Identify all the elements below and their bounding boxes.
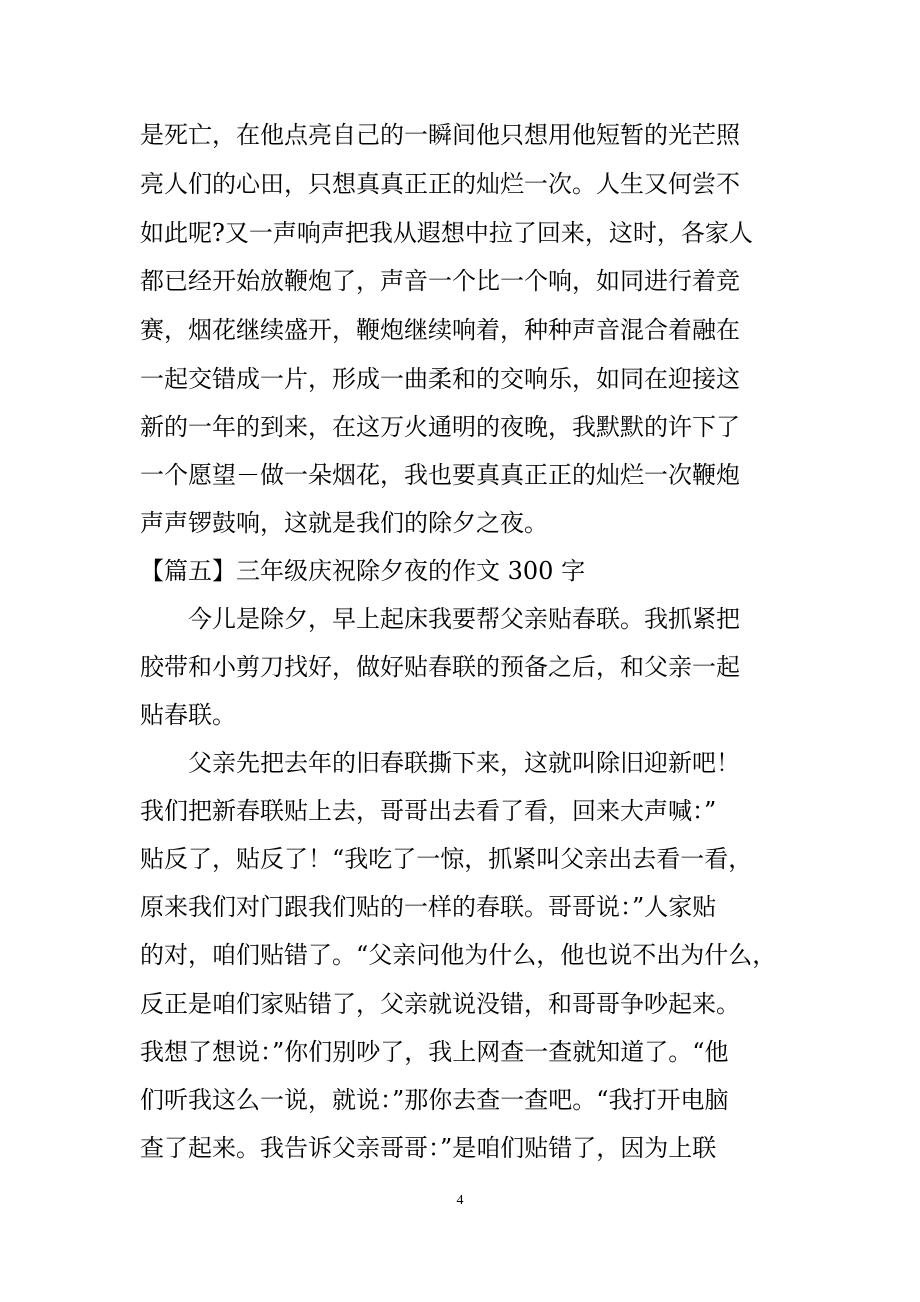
- paragraph-line: 贴反了，贴反了！“我吃了一惊，抓紧叫父亲出去看一看，: [140, 845, 753, 873]
- paragraph-line: 反正是咱们家贴错了，父亲就说没错，和哥哥争吵起来。: [140, 990, 740, 1018]
- text-line: 亮人们的心田，只想真真正正的灿烂一次。人生又何尝不: [140, 170, 740, 198]
- text-line: 一个愿望－做一朵烟花，我也要真真正正的灿烂一次鞭炮: [140, 461, 740, 489]
- text-line: 都已经开始放鞭炮了，声音一个比一个响，如同进行着竞: [140, 267, 740, 295]
- section-heading: 【篇五】三年级庆祝除夕夜的作文 300 字: [140, 557, 586, 585]
- text-line: 声声锣鼓响，这就是我们的除夕之夜。: [140, 509, 548, 537]
- paragraph-line: 的对，咱们贴错了。“父亲问他为什么，他也说不出为什么，: [140, 941, 777, 969]
- paragraph-line: 胶带和小剪刀找好，做好贴春联的预备之后，和父亲一起: [140, 653, 740, 681]
- paragraph-line: 们听我这么一说，就说：”那你去查一查吧。“我打开电脑: [140, 1086, 729, 1114]
- paragraph-line: 贴春联。: [140, 701, 236, 729]
- paragraph-line: 我想了想说：”你们别吵了，我上网查一查就知道了。“他: [140, 1038, 729, 1066]
- paragraph-line: 原来我们对门跟我们贴的一样的春联。哥哥说：”人家贴: [140, 893, 717, 921]
- paragraph-line: 今儿是除夕，早上起床我要帮父亲贴春联。我抓紧把: [188, 605, 740, 633]
- text-line: 一起交错成一片，形成一曲柔和的交响乐，如同在迎接这: [140, 365, 740, 393]
- paragraph-line: 父亲先把去年的旧春联撕下来，这就叫除旧迎新吧！: [188, 749, 740, 777]
- text-line: 新的一年的到来，在这万火通明的夜晚，我默默的许下了: [140, 413, 740, 441]
- paragraph-line: 查了起来。我告诉父亲哥哥：”是咱们贴错了，因为上联: [140, 1134, 717, 1162]
- page-number: 4: [456, 1193, 464, 1208]
- text-line: 赛，烟花继续盛开，鞭炮继续响着，种种声音混合着融在: [140, 316, 740, 344]
- text-line: 是死亡，在他点亮自己的一瞬间他只想用他短暂的光芒照: [140, 121, 740, 149]
- text-line: 如此呢?又一声响声把我从遐想中拉了回来，这时，各家人: [140, 219, 753, 247]
- paragraph-line: 我们把新春联贴上去，哥哥出去看了看，回来大声喊：”: [140, 797, 717, 825]
